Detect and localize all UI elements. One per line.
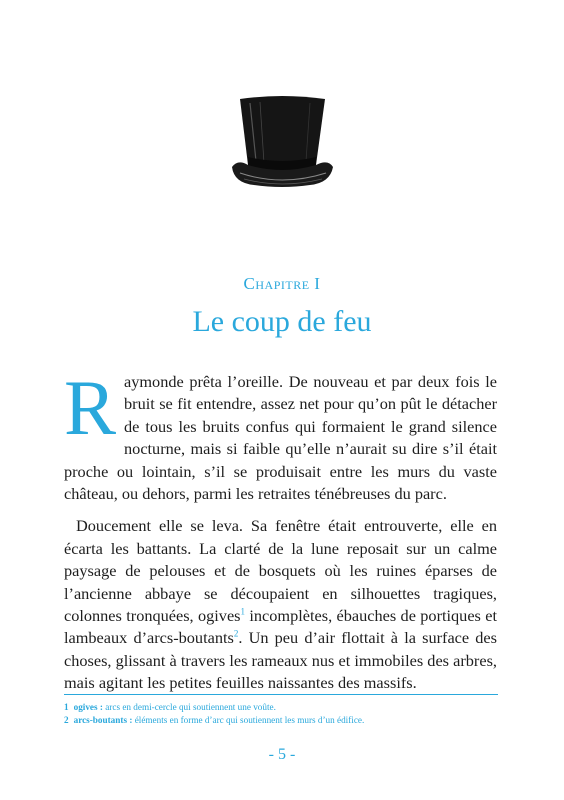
footnote-number: 1: [64, 702, 69, 712]
drop-cap: R: [64, 364, 117, 451]
footnote-ref-1[interactable]: 1: [240, 606, 246, 617]
paragraph-2-text-b: incomplètes, ébauches de portiques et lambeaux d’arcs-boutants: [64, 606, 498, 648]
footnote-text: arcs en demi-cercle qui soutiennent une voûte.: [102, 702, 276, 712]
paragraph-2-text-a: Doucement elle se leva. Sa fenêtre était entrouverte, elle en écarta les battants. La clarté de la lune reposait sur un calme paysage de pelouses et de bosquets où les ruines éparses de l’ancienne abbaye se découpaient en silhouettes tragiques, colonnes tronquées, ogives: [64, 516, 497, 626]
footnote-1: [64, 701, 498, 714]
footnote-divider: [64, 694, 498, 695]
paragraph-2: [64, 515, 497, 694]
top-hat-icon: [230, 95, 335, 190]
paragraph-2-text-c: . Un peu d’air flottait à la surface des choses, glissant à travers les rameaux nus et immobiles des arbres, mais agitant les petites feuilles naissantes des massifs.: [64, 628, 497, 693]
paragraph-1: [64, 364, 497, 505]
page-number: - 5 -: [268, 746, 296, 763]
footnote-number: 2: [64, 715, 69, 725]
footnote-text: éléments en forme d’arc qui soutiennent les murs d’un édifice.: [132, 715, 365, 725]
footnote-2: [64, 714, 498, 727]
paragraph-1-text: aymonde prêta l’oreille. De nouveau et par deux fois le bruit se fit entendre, assez net pour qu’on pût le détacher de tous les bruits confus qui formaient le grand silence nocturne, mais si faible qu’elle n’aurait su dire s’il était proche ou lointain, s’il se produisait entre les murs du vaste château, ou dehors, parmi les retraites ténébreuses du parc.: [64, 372, 497, 504]
chapter-body: [64, 364, 498, 695]
footnotes: [64, 701, 498, 727]
footnote-term: arcs-boutants :: [73, 715, 133, 725]
chapter-title: Le coup de feu: [192, 305, 372, 338]
chapter-label: Chapitre I: [243, 274, 321, 293]
footnote-term: ogives :: [73, 702, 103, 712]
footnote-ref-2[interactable]: 2: [233, 629, 239, 640]
